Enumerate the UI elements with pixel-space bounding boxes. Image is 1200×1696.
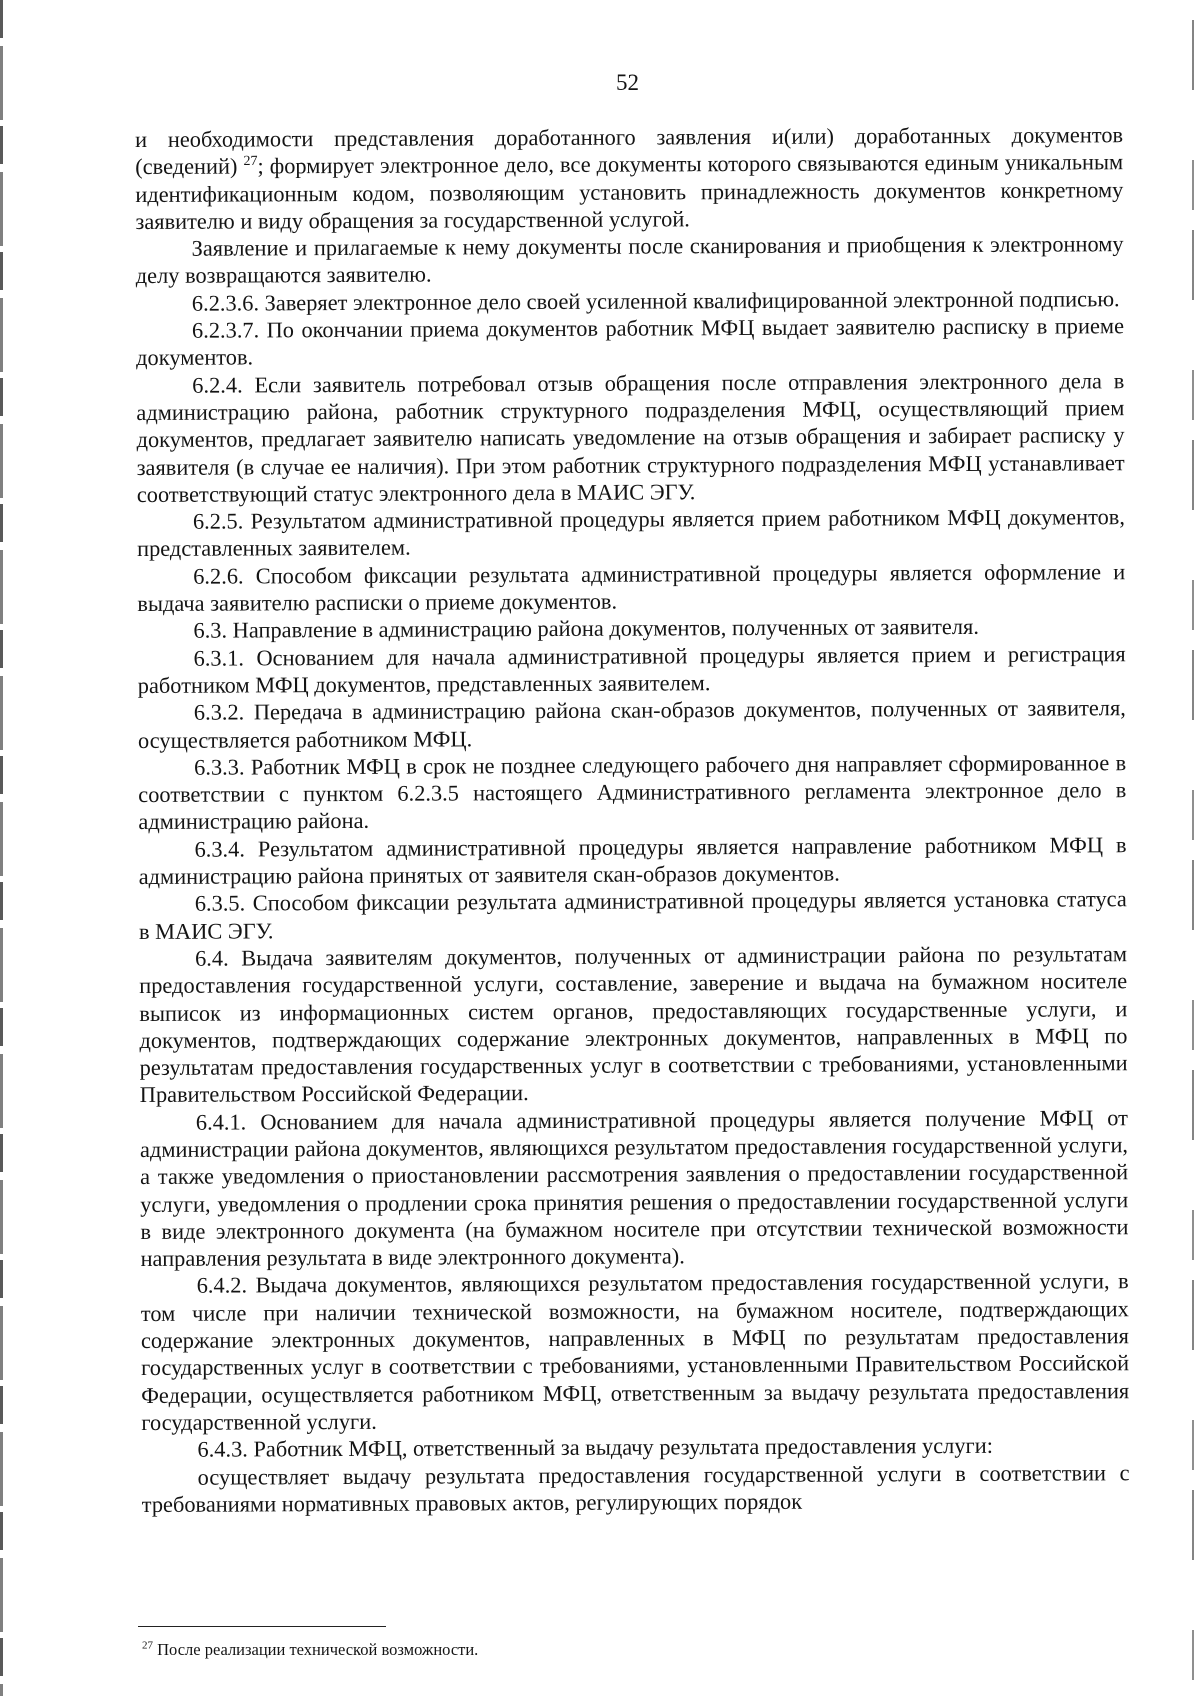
paragraph-continuation bbox=[135, 121, 1124, 235]
paragraph: 6.2.5. Результатом административной процедуры является прием работником МФЦ документов, представленных заявителем. bbox=[137, 504, 1125, 562]
paragraph: Заявление и прилагаемые к нему документы после сканирования и приобщения к электронному делу возвращаются заявителю. bbox=[135, 231, 1124, 289]
paragraph: 6.4.3. Работник МФЦ, ответственный за выдачу результата предоставления услуги: bbox=[197, 1433, 993, 1462]
footnote-text: После реализации технической возможности. bbox=[153, 1640, 479, 1659]
paragraph: 6.2.4. Если заявитель потребовал отзыв обращения после отправления электронного дела в администрацию района, работник структурного подразделения МФЦ, осуществляющий прием документов, предлагает заявителю написать уведомление на отзыв обращения и забирает расписку у заявителя (в случае ее наличия). При этом работник структурного подразделения МФЦ устанавливает соответствующий статус электронного дела в МАИС ЭГУ. bbox=[136, 367, 1125, 507]
footnote-reference: 27 bbox=[243, 154, 258, 170]
scan-right-edge bbox=[1192, 0, 1194, 1696]
paragraph: 6.4.2. Выдача документов, являющихся результатом предоставления государственной услуги, в том числе при наличии технической возможности, на бумажном носителе, подтверждающих содержание электронных документов, направленных в МФЦ по результатам предоставления государственных услуг в соответствии с требованиями, установленными Правительством Российской Федерации, осуществляется работником МФЦ, ответственным за выдачу результата предоставления государственной услуги. bbox=[140, 1268, 1130, 1435]
scan-left-edge bbox=[0, 0, 3, 1696]
footnote bbox=[142, 1640, 1042, 1660]
document-body bbox=[135, 121, 1130, 1518]
paragraph: 6.4. Выдача заявителям документов, полученных от администрации района по результатам предоставления государственной услуги, составление, заверение и выдача на бумажном носителе выписок из информационных систем органов, предоставляющих государственные услуги, и документов, подтверждающих содержание электронных документов, направленных в МФЦ по результатам предоставления государственных услуг в соответствии с требованиями, установленными Правительством Российской Федерации. bbox=[139, 941, 1128, 1108]
paragraph: 6.2.6. Способом фиксации результата административной процедуры является оформление и выдача заявителю расписки о приеме документов. bbox=[137, 558, 1126, 617]
paragraph-text: ; формирует электронное дело, все документы которого связываются единым уникальным идентификационным кодом, позволяющим установить принадлежность документов конкретному заявителю и виду обращения за государственной услугой. bbox=[135, 149, 1124, 234]
paragraph: 6.2.3.6. Заверяет электронное дело своей усиленной квалифицированной электронной подписью. bbox=[191, 285, 1120, 316]
footnote-number: 27 bbox=[142, 1639, 153, 1652]
paragraph: 6.3.1. Основанием для начала административной процедуры является прием и регистрация работником МФЦ документов, представленных заявителем. bbox=[137, 640, 1126, 698]
paragraph: 6.2.3.7. По окончании приема документов работник МФЦ выдает заявителю расписку в приеме документов. bbox=[136, 313, 1125, 371]
paragraph: 6.3.2. Передача в администрацию района скан-образов документов, полученных от заявителя, осуществляется работником МФЦ. bbox=[137, 695, 1126, 753]
page-number: 52 bbox=[616, 70, 639, 95]
footnote-separator bbox=[138, 1626, 386, 1627]
paragraph-text: и необходимости представления доработанного заявления и(или) доработанных документов (сведений) bbox=[135, 122, 1124, 180]
paragraph: 6.3.3. Работник МФЦ в срок не позднее следующего рабочего дня направляет сформированное в соответствии с пунктом 6.2.3.5 настоящего Административного регламента электронное дело в администрацию района. bbox=[138, 749, 1127, 835]
paragraph: 6.4.1. Основанием для начала административной процедуры является получение МФЦ от администрации района документов, являющихся результатом предоставления государственной услуги, а также уведомления о приостановлении рассмотрения заявления о предоставлении государственной услуги, уведомления о продлении срока принятия решения о предоставлении государственной услуги в виде электронного документа (на бумажном носителе при отсутствии технической возможности направления результата в виде электронного документа). bbox=[139, 1104, 1129, 1272]
paragraph: 6.3. Направление в администрацию района документов, полученных от заявителя. bbox=[193, 614, 979, 644]
paragraph: 6.3.5. Способом фиксации результата административной процедуры является установка статуса в МАИС ЭГУ. bbox=[138, 886, 1127, 944]
paragraph: 6.3.4. Результатом административной процедуры является направление работником МФЦ в администрацию района принятых от заявителя скан-образов документов. bbox=[138, 831, 1127, 890]
paragraph: осуществляет выдачу результата предоставления государственной услуги в соответствии с требованиями нормативных правовых актов, регулирующих порядок bbox=[141, 1459, 1130, 1517]
